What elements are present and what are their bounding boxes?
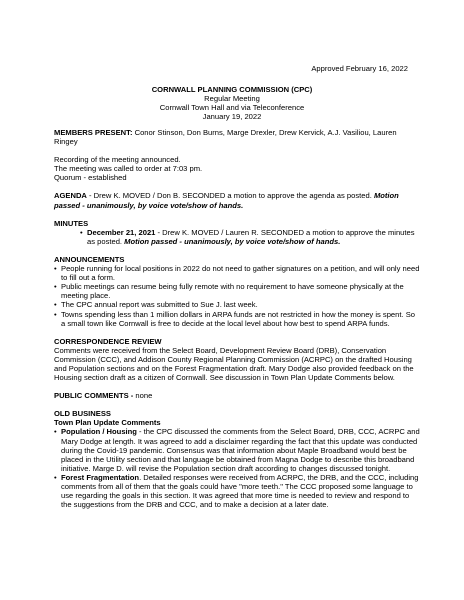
meeting-date: January 19, 2022 xyxy=(202,112,262,122)
correspondence-section xyxy=(54,337,420,382)
correspondence-text: Comments were received from the Select Board, Development Review Board (DRB), Conservation Commission (CCC), and Addison County Regional Planning Commission (ACRPC) on the drafted Housing and Population sections and on the Forest Fragmentation draft. Mary Dodge also provided feedback on the Housing section draft as a citizen of Cornwall. See discussion in Town Plan Update Comments below. xyxy=(54,345,414,383)
opening-notes xyxy=(54,155,420,182)
opening-line: Recording of the meeting announced. xyxy=(54,155,181,165)
organization-title: CORNWALL PLANNING COMMISSION (CPC) xyxy=(151,85,313,94)
population-housing-label: Population / Housing xyxy=(61,427,137,437)
town-plan-subheading: Town Plan Update Comments xyxy=(54,418,161,428)
list-item: • Towns spending less than 1 million dollars in ARPA funds are not restricted in how the money is spent. So a small town like Cornwall is free to decide at the local level about how best to spend ARPA funds. xyxy=(54,310,420,328)
agenda-result: Motion passed - unanimously, by voice vote/show of hands. xyxy=(54,191,399,210)
announcements-heading: ANNOUNCEMENTS xyxy=(54,254,125,264)
old-business-heading: OLD BUSINESS xyxy=(54,409,111,419)
correspondence-heading: CORRESPONDENCE REVIEW xyxy=(54,336,162,346)
minutes-date: December 21, 2021 xyxy=(87,227,156,237)
opening-line: Quorum - established xyxy=(54,173,127,183)
minutes-result: Motion passed - unanimously, by voice vote/show of hands. xyxy=(124,236,341,246)
minutes-heading: MINUTES xyxy=(54,218,89,228)
public-comments-label: PUBLIC COMMENTS - xyxy=(54,391,134,401)
list-item xyxy=(80,228,420,246)
announcements-section xyxy=(54,255,420,328)
list-item: • The CPC annual report was submitted to Sue J. last week. xyxy=(54,300,420,309)
minutes-text: - Drew K. MOVED / Lauren R. SECONDED a motion to approve the minutes as posted. xyxy=(87,227,415,246)
forest-fragmentation-label: Forest Fragmentation xyxy=(61,472,140,482)
list-item: • People running for local positions in 2022 do not need to gather signatures on a petition, and will only need to fill out a form. xyxy=(54,264,420,282)
agenda-text: - Drew K. MOVED / Don B. SECONDED a motion to approve the agenda as posted. xyxy=(86,191,374,201)
members-label: MEMBERS PRESENT: xyxy=(54,128,133,137)
minutes-section xyxy=(54,219,420,246)
meeting-location: Cornwall Town Hall and via Teleconference xyxy=(159,103,305,113)
agenda-label: AGENDA xyxy=(54,191,87,201)
agenda-item xyxy=(54,191,420,209)
meeting-type: Regular Meeting xyxy=(204,94,260,104)
population-housing-text: - the CPC discussed the comments from the Select Board, DRB, CCC, ACRPC and Mary Dodge at length. It was agreed to add a disclaimer regarding the fact that this update was conducted during the Covid-19 pandemic. Consensus was that information about Maple Broadband would best be placed in the Utility section and that language be obtained from Magna Dodge to describe this broadband initiative. Marge D. will revise the Population section draft according to changes discussed tonight. xyxy=(61,427,420,473)
public-comments-text: none xyxy=(133,391,153,401)
document-header xyxy=(0,85,464,121)
forest-fragmentation-text: . Detailed responses were received from ACRPC, the DRB, and the CCC, including comments from all of them that the goals could have "more teeth." The CCC proposed some language to use regarding the goals in this section. It was agreed that more time is needed to review and respond to the suggestions from the DRB and CCC, and to make a decision at a later date. xyxy=(61,472,419,510)
minutes-body xyxy=(54,128,420,509)
list-item xyxy=(54,473,420,509)
list-item: • Public meetings can resume being fully remote with no requirement to have someone physically at the meeting place. xyxy=(54,282,420,300)
opening-line: The meeting was called to order at 7:03 pm. xyxy=(54,164,203,174)
members-list: Conor Stinson, Don Burns, Marge Drexler, Drew Kervick, A.J. Vasiliou, Lauren Ringey xyxy=(54,128,397,147)
old-business-section xyxy=(54,409,420,509)
members-present xyxy=(54,128,420,146)
approved-date: Approved February 16, 2022 xyxy=(311,64,408,73)
list-item xyxy=(54,427,420,472)
public-comments xyxy=(54,391,420,400)
